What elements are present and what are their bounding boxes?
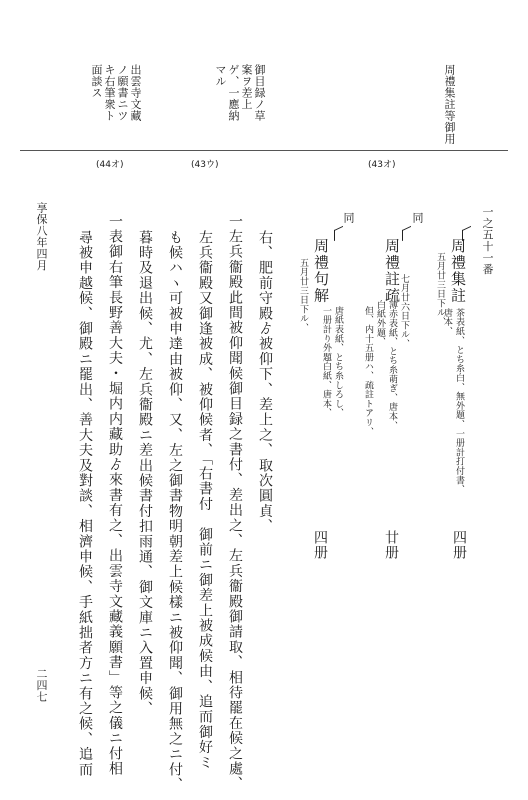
body-line-2: 一左兵衞殿此間被仰聞候御目録之書付、差出之、左兵衞殿御請取、相待罷在候之處、 — [227, 214, 243, 792]
body-line-1: 右、肥前守殿ゟ被仰下、差上之、取次圓貞、 — [257, 230, 273, 534]
item-desc-1b: 唐本、 — [442, 308, 452, 336]
item-desc-2a: 七月廿六日下ル、 — [399, 274, 409, 349]
entry-number: 一之五十一番 — [481, 206, 494, 275]
item-desc-2d: 但、内十五册ハ、疏註トアリ、 — [363, 306, 373, 437]
item-count-3: 四册 — [312, 530, 328, 560]
page-ref-3: (44オ) — [96, 160, 124, 170]
item-title-3: 周禮句解 — [312, 238, 330, 304]
item-title-1: 周禮集註 — [449, 238, 467, 304]
item-title-2: 周禮註疏 — [383, 238, 401, 304]
item-desc-3b: 一册計り外題白紙、唐本、 — [321, 306, 331, 418]
item-desc-3a: 唐紙表紙、とち糸しろし、 — [333, 306, 343, 418]
bracket-mark — [402, 226, 411, 241]
item-desc-1a: 茶表紙、とち糸白、無外題、一册計打付書、 — [454, 308, 464, 494]
header-note-mokuroku: 御目録ノ草案ヲ差上ゲ、一應納マル — [214, 64, 266, 122]
body-line-4: も候ハヽ可被申達由被仰、又、左之御書物明朝差上候樣ニ被仰聞、御用無之ニ付、 — [167, 230, 183, 793]
item-date-1: 五月廿三日下ル、 — [435, 252, 445, 327]
body-line-3: 左兵衞殿又御逢被成、被仰候者、「右書付 御前ニ御差上被成候由、追而御好ミ — [197, 230, 213, 771]
ditto-mark-3: 同 — [342, 212, 355, 224]
page-ref-1: (43オ) — [368, 160, 396, 170]
page-ref-2: (43ウ) — [191, 160, 219, 170]
header-rule — [20, 150, 508, 151]
header-note-shuki: 周禮集註等御用 — [443, 64, 456, 145]
ditto-mark-2: 同 — [411, 212, 424, 224]
body-line-7: 尋被申越候、御殿ニ罷出、善大夫及對談、相濟申候、手紙拙者方ニ有之候、追而 — [77, 230, 93, 778]
item-desc-2b: 薄赤表紙、とち糸萌ぎ、唐本、 — [387, 300, 397, 431]
item-count-1: 四册 — [451, 530, 467, 560]
item-date-3: 五月廿三日下ル、 — [298, 258, 308, 333]
body-line-5: 暮時及退出候、尤、左兵衞殿ニ差出候書付扣雨通、御文庫ニ入置申候、 — [137, 230, 153, 717]
item-count-2: 廿册 — [383, 530, 399, 560]
page-number: 二四七 — [35, 668, 48, 703]
item-desc-2c: 白紙外題、 — [375, 300, 385, 347]
body-line-6: 一表御右筆長野善大夫・堀内内藏助ゟ來書有之、出雲寺文藏義願書」等之儀ニ付相 — [107, 214, 123, 777]
header-note-izumo: 出雲寺文藏ノ願書ニツキ右筆衆ト面談ス — [90, 64, 142, 122]
bracket-mark — [334, 226, 343, 241]
side-date: 享保八年四月 — [35, 202, 48, 271]
